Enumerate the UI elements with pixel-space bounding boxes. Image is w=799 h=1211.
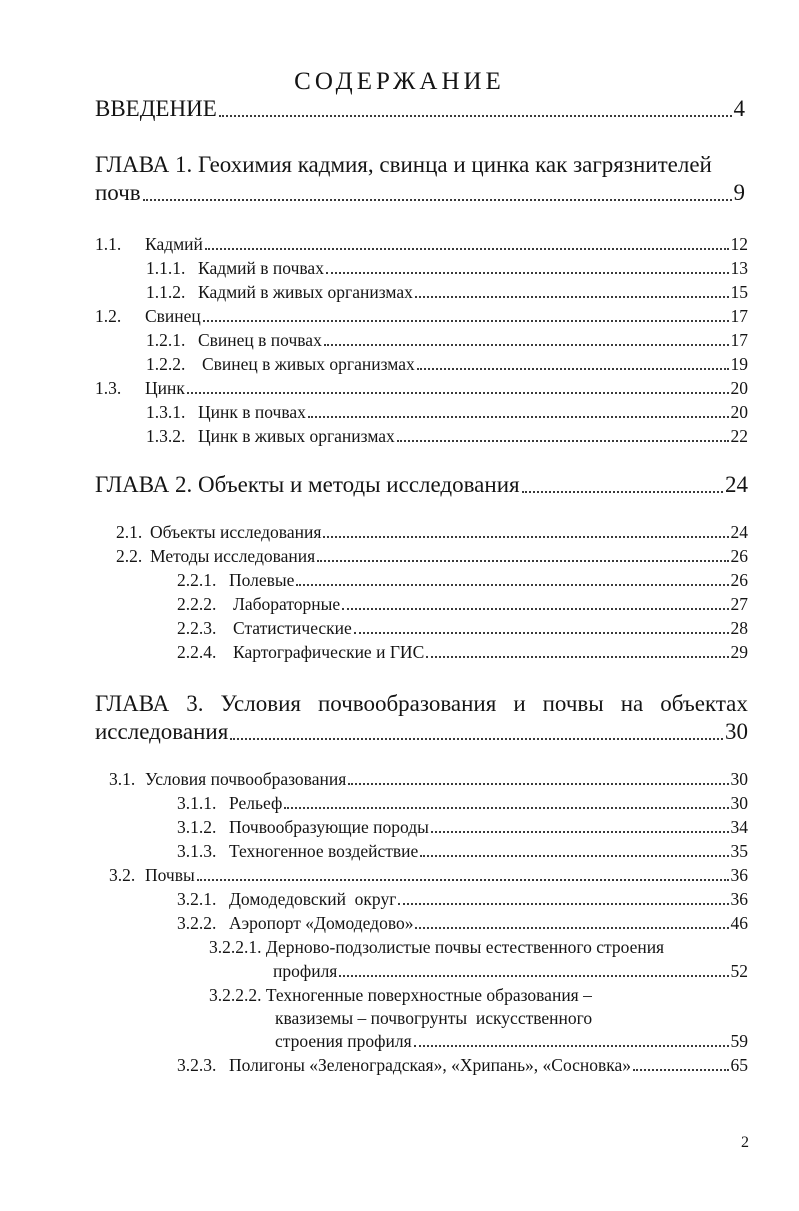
leader-dots — [417, 368, 729, 370]
entry-number: 3.1. — [109, 769, 136, 789]
entry-text: Техногенные поверхностные образования – — [265, 985, 592, 1005]
entry-text: Аэропорт «Домодедово» — [229, 913, 414, 933]
entry-page: 17 — [730, 330, 748, 350]
toc-entry[interactable] — [116, 546, 748, 567]
entry-text: Условия почвообразования — [145, 769, 347, 789]
entry-text: Техногенное воздействие — [229, 841, 419, 861]
entry-text: Полевые — [229, 570, 295, 590]
toc-entry[interactable] — [95, 234, 748, 255]
entry-page: 28 — [730, 618, 748, 638]
entry-number: 1.2.2. — [146, 354, 186, 374]
entry-text: Почвообразующие породы — [229, 817, 429, 837]
toc-entry[interactable] — [95, 306, 748, 327]
toc-entry[interactable] — [146, 330, 748, 351]
entry-number: 2.2.4. — [177, 642, 217, 662]
toc-entry-323[interactable] — [177, 1055, 748, 1076]
leader-dots — [203, 320, 729, 322]
toc-entry[interactable] — [177, 793, 748, 814]
entry-number: 3.1.2. — [177, 817, 217, 837]
entry-text: Методы исследования — [150, 546, 316, 566]
entry-number: 3.2. — [109, 865, 136, 885]
entry-number: 1.3. — [95, 378, 122, 398]
heading-word: Условия — [220, 691, 301, 716]
heading-word: почвообразования — [318, 691, 497, 716]
entry-page: 30 — [730, 769, 748, 789]
entry-number: 3.1.3. — [177, 841, 217, 861]
entry-page: 20 — [730, 378, 748, 398]
leader-dots — [324, 344, 729, 346]
entry-number: 1.3.2. — [146, 426, 186, 446]
entry-number: 1.3.1. — [146, 402, 186, 422]
entry-page: 12 — [730, 234, 748, 254]
entry-text: Полигоны «Зеленоградская», «Хрипань», «Сосновка» — [229, 1055, 632, 1075]
entry-page: 35 — [730, 841, 748, 861]
entry-page: 52 — [730, 961, 748, 981]
toc-entry[interactable] — [177, 570, 748, 591]
toc-entry[interactable] — [177, 913, 748, 934]
entry-page: 22 — [730, 426, 748, 446]
entry-page: 59 — [730, 1031, 748, 1051]
entry-text: исследования — [95, 719, 229, 744]
toc-entry[interactable] — [116, 522, 748, 543]
entry-number: 1.1.2. — [146, 282, 186, 302]
toc-entry[interactable] — [109, 769, 748, 790]
leader-dots — [339, 975, 728, 977]
entry-text: Свинец в живых организмах — [202, 354, 415, 374]
entry-number: 1.1.1. — [146, 258, 186, 278]
leader-dots — [342, 608, 728, 610]
entry-page: 27 — [730, 594, 748, 614]
entry-number: 2.1. — [116, 522, 143, 542]
entry-text: ГЛАВА 2. Объекты и методы исследования — [95, 472, 520, 497]
entry-number: 3.1.1. — [177, 793, 217, 813]
entry-page: 26 — [730, 570, 748, 590]
entry-text: Свинец в почвах — [198, 330, 322, 350]
leader-dots — [205, 248, 729, 250]
toc-entry-3221-line2[interactable] — [273, 961, 748, 982]
leader-dots — [348, 783, 728, 785]
entry-number: 2.2. — [116, 546, 143, 566]
entry-page: 4 — [733, 96, 745, 121]
entry-text: Статистические — [233, 618, 352, 638]
entry-page: 34 — [730, 817, 748, 837]
heading-word: и — [513, 691, 526, 716]
chapter-1-heading[interactable]: ГЛАВА 1. Геохимия кадмия, свинца и цинка как загрязнителей — [95, 152, 712, 177]
entry-page: 17 — [730, 306, 748, 326]
leader-dots — [522, 491, 723, 493]
entry-number: 3.2.2.2. — [209, 985, 262, 1005]
leader-dots — [323, 536, 728, 538]
page-number: 2 — [741, 1134, 749, 1151]
entry-number: 3.2.1. — [177, 889, 217, 909]
toc-entry[interactable] — [146, 426, 748, 447]
entry-page: 30 — [725, 719, 748, 744]
page-title: СОДЕРЖАНИЕ — [294, 68, 505, 95]
heading-word: объектах — [660, 691, 748, 716]
heading-word: на — [620, 691, 644, 716]
leader-dots — [296, 584, 728, 586]
entry-page: 36 — [730, 865, 748, 885]
leader-dots — [284, 807, 728, 809]
leader-dots — [197, 879, 729, 881]
leader-dots — [397, 440, 729, 442]
entry-text: Свинец — [145, 306, 201, 326]
entry-text: Цинк — [145, 378, 185, 398]
leader-dots — [317, 560, 728, 562]
entry-text: Картографические и ГИС — [233, 642, 425, 662]
entry-page: 26 — [730, 546, 748, 566]
toc-entry[interactable] — [109, 865, 748, 886]
chapter-3-heading[interactable] — [95, 691, 748, 717]
entry-text: строения профиля — [275, 1031, 412, 1051]
entry-page: 15 — [730, 282, 748, 302]
entry-text: почв — [95, 180, 141, 205]
entry-page: 19 — [730, 354, 748, 374]
entry-page: 9 — [733, 180, 745, 205]
toc-entry-chapter-1[interactable] — [95, 180, 745, 206]
toc-entry-chapter-3[interactable] — [95, 719, 748, 745]
entry-text: Дерново-подзолистые почвы естественного строения — [265, 937, 665, 957]
heading-word: почвы — [542, 691, 604, 716]
toc-entry[interactable] — [177, 618, 748, 639]
entry-number: 2.2.3. — [177, 618, 217, 638]
toc-entry-3222-line2[interactable]: квазиземы – почвогрунты искусственного — [275, 1008, 593, 1028]
leader-dots — [420, 855, 728, 857]
toc-entry[interactable] — [146, 258, 748, 279]
heading-word: 3. — [186, 691, 204, 716]
entry-number: 2.2.1. — [177, 570, 217, 590]
entry-number: 1.2.1. — [146, 330, 186, 350]
toc-entry-intro[interactable] — [95, 96, 745, 122]
toc-entry-3222-line1[interactable] — [209, 985, 592, 1006]
leader-dots — [308, 416, 729, 418]
toc-entry-chapter-2[interactable] — [95, 472, 748, 498]
entry-number: 3.2.2. — [177, 913, 217, 933]
leader-dots — [187, 392, 729, 394]
leader-dots — [219, 115, 732, 117]
entry-page: 46 — [730, 913, 748, 933]
entry-page: 20 — [730, 402, 748, 422]
toc-entry[interactable] — [146, 354, 748, 375]
entry-page: 24 — [730, 522, 748, 542]
entry-page: 24 — [725, 472, 748, 497]
entry-text: Рельеф — [229, 793, 283, 813]
entry-text: профиля — [273, 961, 338, 981]
leader-dots — [633, 1069, 728, 1071]
leader-dots — [326, 272, 729, 274]
entry-number: 2.2.2. — [177, 594, 217, 614]
leader-dots — [354, 632, 729, 634]
entry-text: Почвы — [145, 865, 195, 885]
entry-page: 29 — [730, 642, 748, 662]
entry-text: Объекты исследования — [150, 522, 322, 542]
leader-dots — [143, 199, 732, 201]
leader-dots — [414, 1045, 729, 1047]
entry-page: 30 — [730, 793, 748, 813]
toc-entry[interactable] — [177, 889, 748, 910]
entry-text: Кадмий в живых организмах — [198, 282, 413, 302]
entry-text: Домодедовский округ — [229, 889, 397, 909]
toc-entry[interactable] — [177, 642, 748, 663]
entry-text: Кадмий в почвах — [198, 258, 324, 278]
entry-text: Цинк в почвах — [198, 402, 306, 422]
toc-entry[interactable] — [177, 841, 748, 862]
entry-text: ВВЕДЕНИЕ — [95, 96, 217, 121]
toc-entry[interactable] — [177, 594, 748, 615]
toc-entry[interactable] — [146, 282, 748, 303]
leader-dots — [415, 296, 729, 298]
toc-entry-3222-line3[interactable] — [275, 1031, 748, 1052]
entry-number: 3.2.2.1. — [209, 937, 262, 957]
entry-number: 1.2. — [95, 306, 122, 326]
entry-page: 13 — [730, 258, 748, 278]
entry-text: Кадмий — [145, 234, 203, 254]
toc-entry[interactable] — [146, 402, 748, 423]
leader-dots — [431, 831, 729, 833]
entry-page: 65 — [730, 1055, 748, 1075]
entry-number: 3.2.3. — [177, 1055, 217, 1075]
entry-text: Лабораторные — [233, 594, 341, 614]
entry-text: Цинк в живых организмах — [198, 426, 395, 446]
heading-word: ГЛАВА — [95, 691, 170, 716]
leader-dots — [398, 903, 728, 905]
toc-entry-3221-line1[interactable] — [209, 937, 664, 958]
leader-dots — [230, 738, 723, 740]
leader-dots — [415, 927, 728, 929]
toc-entry[interactable] — [177, 817, 748, 838]
leader-dots — [426, 656, 728, 658]
entry-page: 36 — [730, 889, 748, 909]
toc-entry[interactable] — [95, 378, 748, 399]
entry-number: 1.1. — [95, 234, 122, 254]
